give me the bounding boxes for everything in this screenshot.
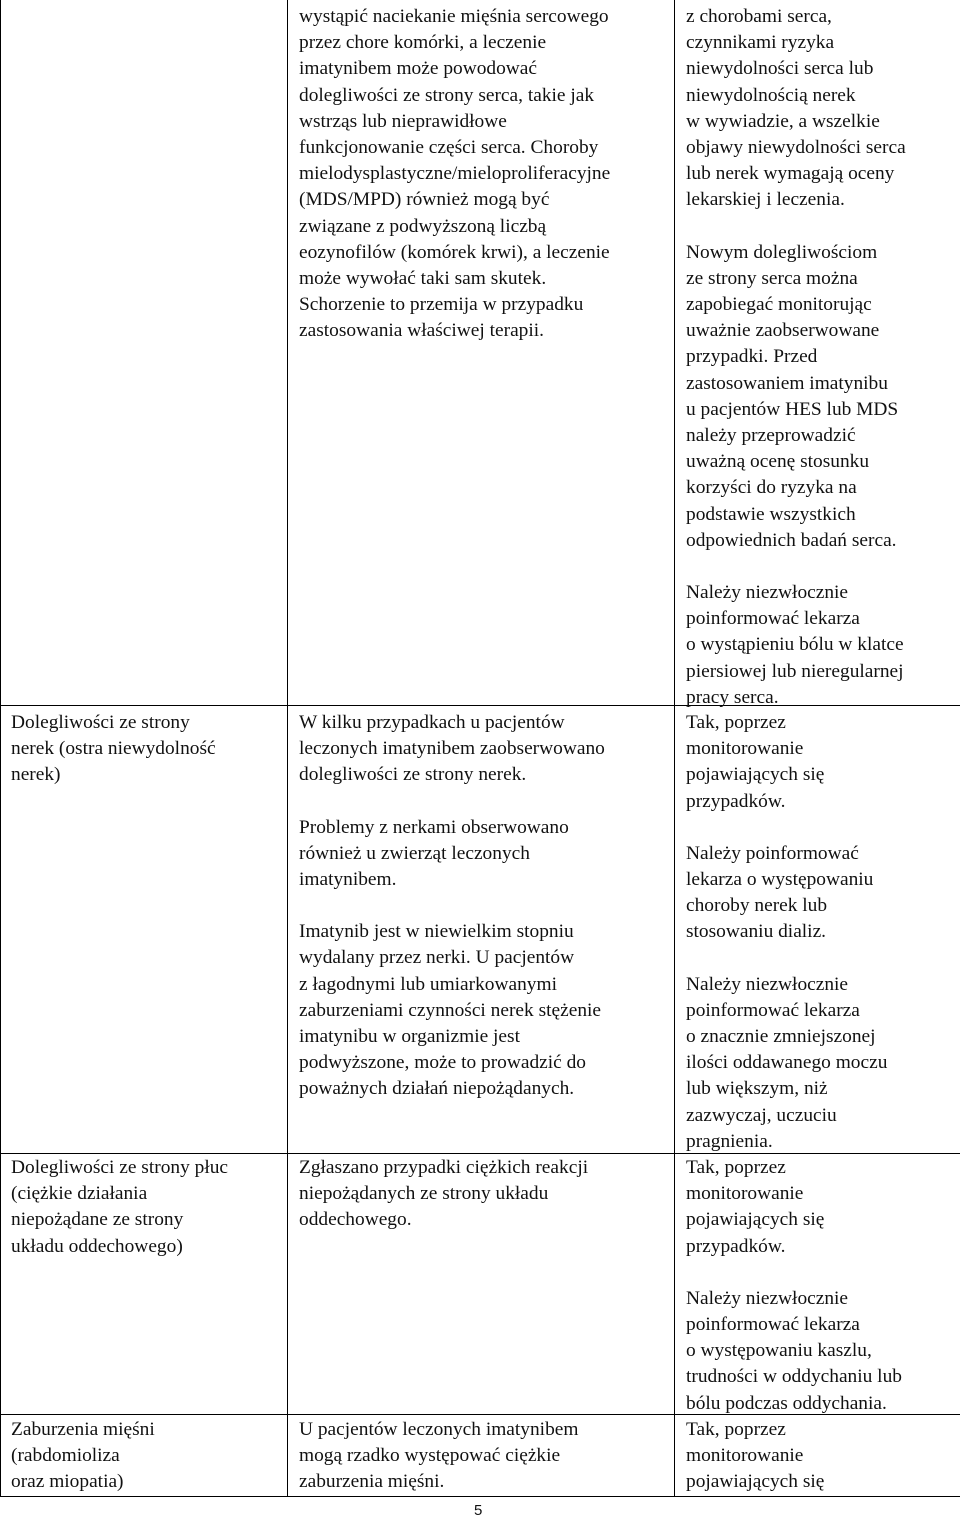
row3-advice-paragraph-1 — [686, 1155, 958, 1260]
text-line: zazwyczaj, uczuciu — [686, 1104, 837, 1126]
text-line: u pacjentów HES lub MDS — [686, 398, 899, 420]
text-line: również u zwierząt leczonych — [299, 842, 530, 864]
text-line: Zgłaszano przypadki ciężkich reakcji — [299, 1157, 589, 1178]
text-line: przypadków. — [686, 790, 786, 812]
text-line: monitorowanie — [686, 1445, 804, 1467]
text-line: Tak, poprzez — [686, 712, 786, 733]
text-line: zaburzeniami czynności nerek stężenie — [299, 999, 602, 1021]
text-line: układu oddechowego) — [11, 1235, 183, 1257]
text-line: poważnych działań niepożądanych. — [299, 1078, 575, 1100]
text-line: korzyści do ryzyka na — [686, 477, 857, 499]
text-line: Problemy z nerkami obserwowano — [299, 816, 569, 838]
text-line: Tak, poprzez — [686, 1157, 786, 1178]
text-line: może wywołać taki sam skutek. — [299, 268, 547, 290]
row1-advice-cell — [686, 4, 958, 711]
row2-label-text — [11, 710, 281, 789]
text-line: imatynibu w organizmie jest — [299, 1026, 520, 1048]
text-line: Dolegliwości ze strony płuc — [11, 1157, 229, 1178]
row3-label-cell — [11, 1155, 281, 1260]
text-line: oraz miopatia) — [11, 1471, 124, 1493]
text-line: poinformować lekarza — [686, 999, 860, 1021]
text-line: uważną ocenę stosunku — [686, 451, 870, 473]
row2-description-paragraph-2 — [299, 815, 669, 894]
row4-label-cell — [11, 1417, 281, 1496]
text-line: W kilku przypadkach u pacjentów — [299, 712, 565, 733]
text-line: o występowaniu kaszlu, — [686, 1340, 872, 1362]
text-line: o wystąpieniu bólu w klatce — [686, 634, 904, 656]
row2-advice-cell — [686, 710, 958, 1155]
row4-description-paragraph — [299, 1417, 669, 1496]
table-border-left — [0, 0, 1, 1496]
text-line: mogą rzadko występować ciężkie — [299, 1445, 561, 1467]
text-line: bólu podczas oddychania. — [686, 1392, 887, 1414]
text-line: Zaburzenia mięśni — [11, 1419, 155, 1440]
row2-description-paragraph-3 — [299, 919, 669, 1102]
text-line: pracy serca. — [686, 686, 779, 708]
row4-label-text — [11, 1417, 281, 1496]
text-line: imatynibem może powodować — [299, 58, 538, 80]
text-line: Należy niezwłocznie — [686, 973, 849, 995]
text-line: zapobiegać monitorując — [686, 294, 872, 316]
text-line: niewydolności serca lub — [686, 58, 874, 80]
text-line: lekarskiej i leczenia. — [686, 189, 845, 211]
text-line: ze strony serca można — [686, 267, 858, 289]
table-border-bottom — [0, 1496, 960, 1497]
text-line: przez chore komórki, a leczenie — [299, 32, 547, 54]
text-line: nerek) — [11, 764, 61, 786]
text-line: trudności w oddychaniu lub — [686, 1366, 902, 1388]
row2-advice-paragraph-3 — [686, 972, 958, 1155]
row3-label-text — [11, 1155, 281, 1260]
text-line: monitorowanie — [686, 738, 804, 760]
row4-advice-paragraph-1 — [686, 1417, 958, 1496]
text-line: U pacjentów leczonych imatynibem — [299, 1419, 579, 1440]
text-line: należy przeprowadzić — [686, 425, 856, 447]
text-line: Dolegliwości ze strony — [11, 712, 190, 733]
row2-advice-paragraph-1 — [686, 710, 958, 815]
text-line: monitorowanie — [686, 1183, 804, 1205]
text-line: lub większym, niż — [686, 1078, 828, 1100]
text-line: wstrząs lub nieprawidłowe — [299, 110, 507, 132]
column-divider-1 — [287, 0, 288, 1496]
text-line: z chorobami serca, — [686, 6, 832, 27]
text-line: podwyższone, może to prowadzić do — [299, 1052, 586, 1074]
text-line: dolegliwości ze strony serca, takie jak — [299, 84, 595, 106]
text-line: (ciężkie działania — [11, 1183, 148, 1205]
text-line: niewydolnością nerek — [686, 84, 856, 106]
text-line: zaburzenia mięśni. — [299, 1471, 445, 1493]
text-line: Należy poinformować — [686, 842, 859, 864]
row2-description-paragraph-1 — [299, 710, 669, 789]
text-line: (rabdomioliza — [11, 1445, 120, 1467]
row1-advice-paragraph-3 — [686, 580, 958, 711]
text-line: objawy niewydolności serca — [686, 137, 906, 159]
text-line: lekarza o występowaniu — [686, 869, 874, 891]
text-line: wydalany przez nerki. U pacjentów — [299, 947, 575, 969]
text-line: przypadki. Przed — [686, 346, 818, 368]
row2-description-cell — [299, 710, 669, 1103]
text-line: leczonych imatynibem zaobserwowano — [299, 738, 605, 760]
text-line: pojawiających się — [686, 764, 825, 786]
text-line: dolegliwości ze strony nerek. — [299, 764, 527, 786]
text-line: Należy niezwłocznie — [686, 1287, 849, 1309]
text-line: w wywiadzie, a wszelkie — [686, 110, 880, 132]
text-line: poinformować lekarza — [686, 608, 860, 630]
text-line: Tak, poprzez — [686, 1419, 786, 1440]
row4-advice-cell — [686, 1417, 958, 1496]
row1-description-cell — [299, 4, 669, 345]
row2-advice-paragraph-2 — [686, 841, 958, 946]
text-line: choroby nerek lub — [686, 895, 828, 917]
text-line: oddechowego. — [299, 1209, 412, 1231]
text-line: zastosowaniem imatynibu — [686, 372, 888, 394]
text-line: podstawie wszystkich — [686, 503, 856, 525]
row3-advice-paragraph-2 — [686, 1286, 958, 1417]
text-line: poinformować lekarza — [686, 1314, 860, 1336]
text-line: przypadków. — [686, 1235, 786, 1257]
text-line: Nowym dolegliwościom — [686, 241, 878, 263]
text-line: Imatynib jest w niewielkim stopniu — [299, 921, 574, 943]
row3-advice-cell — [686, 1155, 958, 1417]
text-line: niepożądane ze strony — [11, 1209, 184, 1231]
text-line: Schorzenie to przemija w przypadku — [299, 294, 584, 316]
text-line: czynnikami ryzyka — [686, 32, 835, 54]
text-line: piersiowej lub nieregularnej — [686, 660, 904, 682]
text-line: odpowiednich badań serca. — [686, 529, 897, 551]
row4-description-cell — [299, 1417, 669, 1496]
row1-advice-paragraph-1 — [686, 4, 958, 214]
text-line: pragnienia. — [686, 1130, 773, 1152]
text-line: o znacznie zmniejszonej — [686, 1026, 876, 1048]
row2-label-cell — [11, 710, 281, 789]
page-number: 5 — [474, 1502, 483, 1519]
text-line: wystąpić naciekanie mięśnia sercowego — [299, 6, 609, 27]
text-line: lub nerek wymagają oceny — [686, 163, 895, 185]
row3-description-paragraph — [299, 1155, 669, 1234]
column-divider-2 — [674, 0, 675, 1496]
text-line: (MDS/MPD) również mogą być — [299, 189, 550, 211]
text-line: mielodysplastyczne/mieloproliferacyjne — [299, 163, 611, 185]
row1-advice-paragraph-2 — [686, 240, 958, 554]
text-line: niepożądanych ze strony układu — [299, 1183, 549, 1205]
text-line: zastosowania właściwej terapii. — [299, 320, 544, 342]
text-line: stosowaniu dializ. — [686, 921, 827, 943]
text-line: eozynofilów (komórek krwi), a leczenie — [299, 241, 610, 263]
text-line: nerek (ostra niewydolność — [11, 738, 216, 760]
text-line: ilości oddawanego moczu — [686, 1052, 888, 1074]
text-line: pojawiających się — [686, 1471, 825, 1493]
text-line: z łagodnymi lub umiarkowanymi — [299, 973, 557, 995]
text-line: Należy niezwłocznie — [686, 582, 849, 604]
row3-description-cell — [299, 1155, 669, 1234]
row1-description-paragraph — [299, 4, 669, 345]
text-line: uważnie zaobserwowane — [686, 320, 880, 342]
text-line: funkcjonowanie części serca. Choroby — [299, 137, 599, 159]
text-line: związane z podwyższoną liczbą — [299, 215, 547, 237]
text-line: pojawiających się — [686, 1209, 825, 1231]
text-line: imatynibem. — [299, 869, 397, 891]
